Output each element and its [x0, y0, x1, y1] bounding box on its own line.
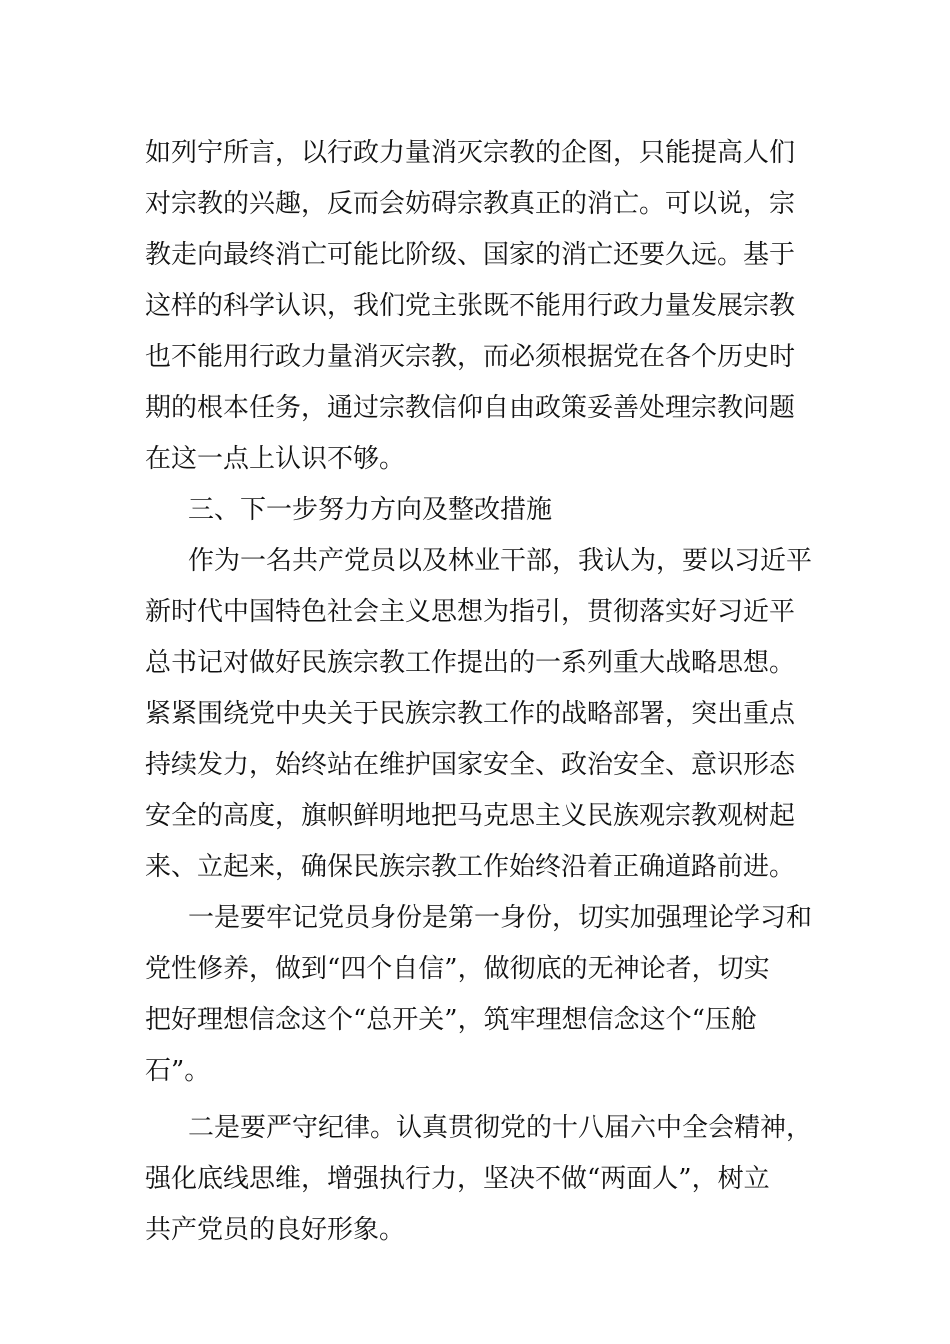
paragraph-3 — [145, 893, 813, 1097]
paragraph-line: 紧紧围绕党中央关于民族宗教工作的战略部署，突出重点 — [145, 699, 796, 729]
document-body — [145, 128, 813, 1256]
paragraph-1 — [145, 128, 810, 485]
paragraph-line: 这样的科学认识，我们党主张既不能用行政力量发展宗教 — [145, 291, 796, 321]
paragraph-line: 教走向最终消亡可能比阶级、国家的消亡还要久远。基于 — [145, 240, 796, 270]
paragraph-line: 期的根本任务，通过宗教信仰自由政策妥善处理宗教问题 — [145, 393, 796, 423]
section-heading-text: 三、下一步努力方向及整改措施 — [188, 495, 553, 525]
paragraph-line: 总书记对做好民族宗教工作提出的一系列重大战略思想。 — [145, 648, 796, 678]
paragraph-line: 作为一名共产党员以及林业干部，我认为，要以习近平 — [188, 546, 813, 576]
paragraph-2 — [145, 536, 813, 893]
paragraph-line: 安全的高度，旗帜鲜明地把马克思主义民族观宗教观树起 — [145, 801, 796, 831]
paragraph-line: 共产党员的良好形象。 — [145, 1215, 406, 1245]
paragraph-line: 对宗教的兴趣，反而会妨碍宗教真正的消亡。可以说，宗 — [145, 189, 796, 219]
section-heading — [145, 485, 810, 536]
paragraph-line: 把好理想信念这个“总开关”，筑牢理想信念这个“压舱 — [145, 1005, 757, 1035]
paragraph-4 — [145, 1103, 813, 1256]
paragraph-line: 也不能用行政力量消灭宗教，而必须根据党在各个历史时 — [145, 342, 796, 372]
paragraph-line: 新时代中国特色社会主义思想为指引，贯彻落实好习近平 — [145, 597, 796, 627]
paragraph-line: 强化底线思维，增强执行力，坚决不做“两面人”，树立 — [145, 1164, 770, 1194]
paragraph-line: 一是要牢记党员身份是第一身份，切实加强理论学习和 — [188, 903, 813, 933]
paragraph-line: 来、立起来，确保民族宗教工作始终沿着正确道路前进。 — [145, 852, 796, 882]
paragraph-line: 二是要严守纪律。认真贯彻党的十八届六中全会精神， — [188, 1113, 813, 1143]
paragraph-line: 党性修养，做到“四个自信”，做彻底的无神论者，切实 — [145, 954, 770, 984]
paragraph-line: 如列宁所言，以行政力量消灭宗教的企图，只能提高人们 — [145, 138, 796, 168]
paragraph-line: 在这一点上认识不够。 — [145, 444, 406, 474]
paragraph-line: 石”。 — [145, 1056, 211, 1086]
paragraph-line: 持续发力，始终站在维护国家安全、政治安全、意识形态 — [145, 750, 796, 780]
